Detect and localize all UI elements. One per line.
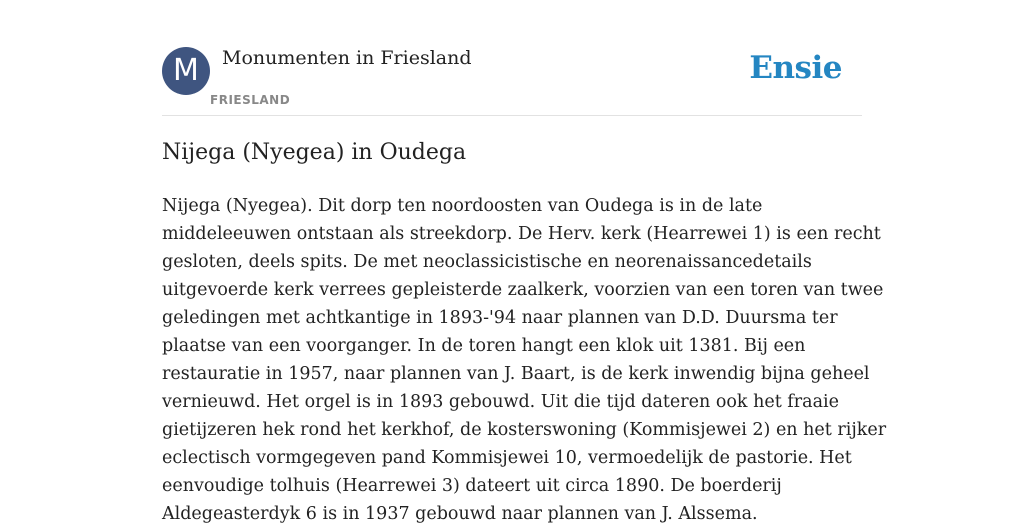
article-body-line: vernieuwd. Het orgel is in 1893 gebouwd. Uit die tijd dateren ook het fraaie bbox=[162, 392, 839, 412]
article-body bbox=[162, 192, 887, 528]
collection-subtitle: FRIESLAND bbox=[210, 93, 291, 107]
article-body-line: plaatse van een voorganger. In de toren hangt een klok uit 1381. Bij een bbox=[162, 336, 806, 356]
article-body-line: Aldegeasterdyk 6 is in 1937 gebouwd naar plannen van J. Alssema. bbox=[162, 504, 758, 524]
collection-avatar[interactable]: M bbox=[162, 47, 210, 95]
article-body-line: gesloten, deels spits. De met neoclassicistische en neorenaissancedetails bbox=[162, 252, 812, 272]
article-body-line: restauratie in 1957, naar plannen van J. Baart, is de kerk inwendig bijna geheel bbox=[162, 364, 870, 384]
collection-header bbox=[162, 46, 862, 116]
article-body-line: eenvoudige tolhuis (Hearrewei 3) dateert uit circa 1890. De boerderij bbox=[162, 476, 782, 496]
brand-logo[interactable]: Ensie bbox=[749, 50, 842, 86]
article-body-line: gietijzeren hek rond het kerkhof, de kosterswoning (Kommisjewei 2) en het rijker bbox=[162, 420, 887, 440]
article-body-line: middeleeuwen ontstaan als streekdorp. De Herv. kerk (Hearrewei 1) is een recht bbox=[162, 224, 881, 244]
article-body-line: eclectisch vormgegeven pand Kommisjewei 10, vermoedelijk de pastorie. Het bbox=[162, 448, 852, 468]
collection-title-link[interactable]: Monumenten in Friesland bbox=[222, 47, 472, 69]
article-body-line: Nijega (Nyegea). Dit dorp ten noordoosten van Oudega is in de late bbox=[162, 196, 763, 216]
article-title: Nijega (Nyegea) in Oudega bbox=[162, 140, 467, 165]
article-body-line: uitgevoerde kerk verrees gepleisterde zaalkerk, voorzien van een toren van twee bbox=[162, 280, 884, 300]
header-divider bbox=[162, 115, 862, 116]
article-body-line: geledingen met achtkantige in 1893-'94 naar plannen van D.D. Duursma ter bbox=[162, 308, 838, 328]
